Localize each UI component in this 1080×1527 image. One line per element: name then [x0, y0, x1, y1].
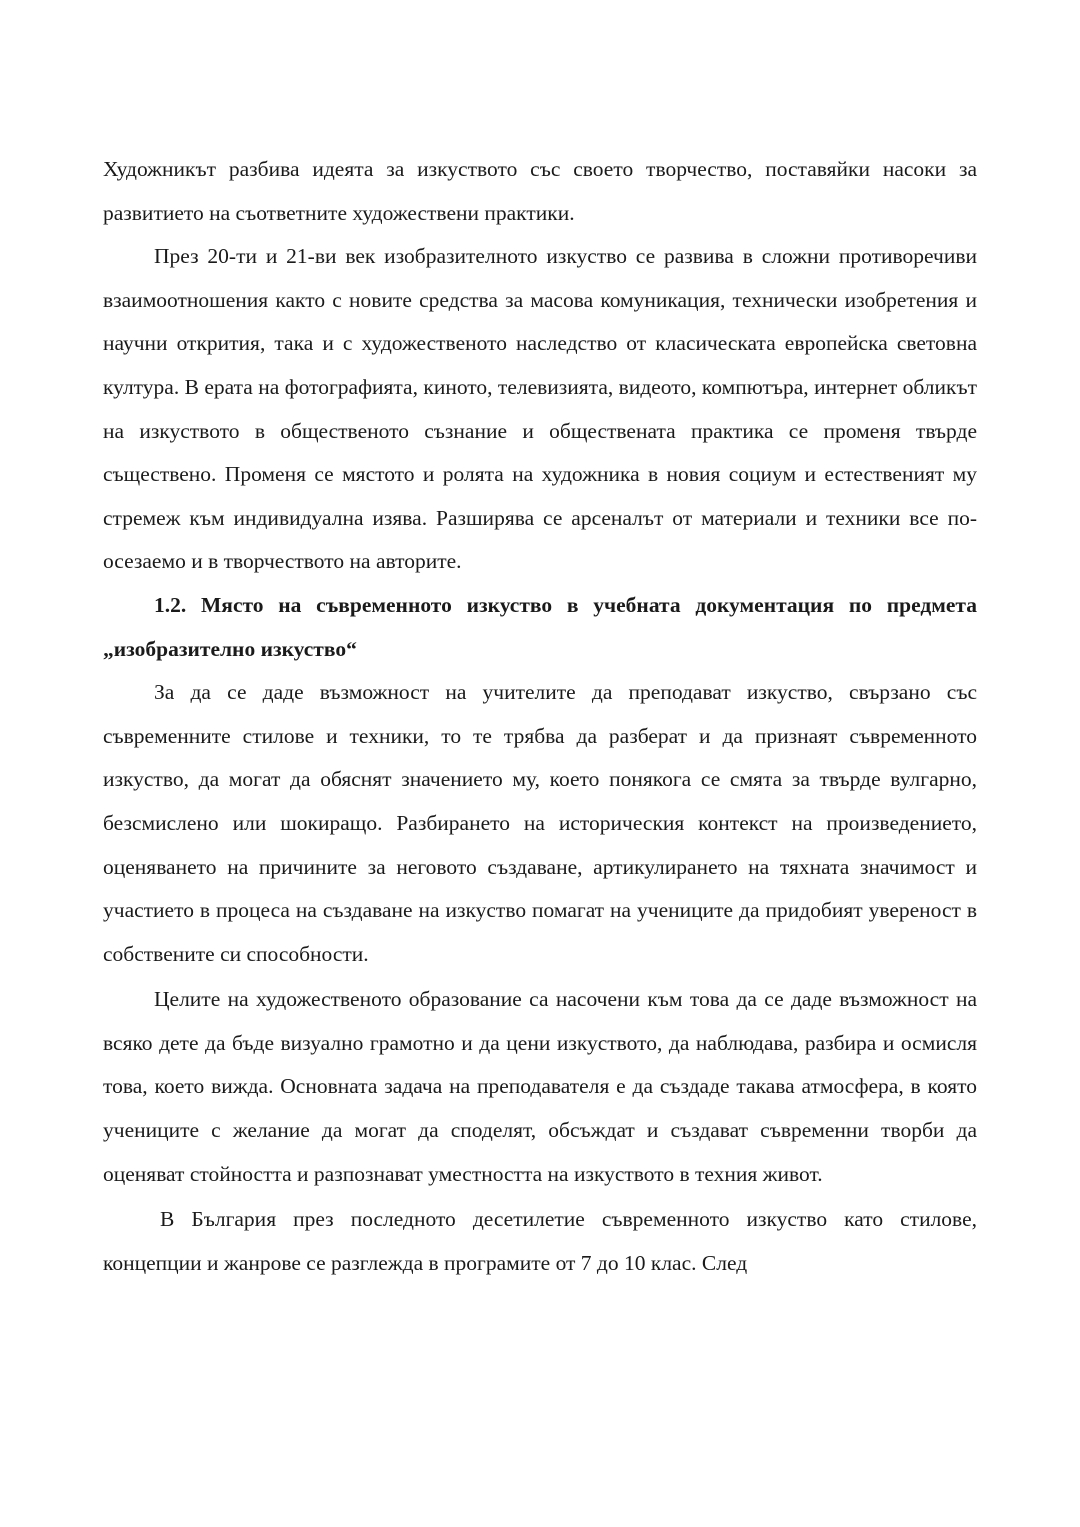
paragraph-art-education-goals: Целите на художественото образование са насочени към това да се даде възможност на всяко дете да бъде визуално грамотно и да цени изкуството, да наблюдава, разбира и осмисля това, което вижда. Основната задача на преподавателя е да създаде такава атмосфера, в която учениците с желание да могат да споделят, обсъждат и създават съвременни творби да оценяват стойността и разпознават уместността на изкуството в техния живот.: [103, 987, 977, 1186]
paragraph-teachers-opportunity: За да се даде възможност на учителите да преподават изкуство, свързано със съвременните стилове и техники, то те трябва да разберат и да признаят съвременното изкуство, да могат да обяснят значението му, което понякога се смята за твърде вулгарно, безсмислено или шокиращо. Разбирането на историческия контекст на произведението, оценяването на причините за неговото създаване, артикулирането на тяхната значимост и участието в процеса на създаване на изкуство помагат на учениците да придобият увереност в собствените си способности.: [103, 680, 977, 966]
document-page: [103, 148, 977, 1285]
paragraph-artist-ideas: Художникът разбива идеята за изкуството със своето творчество, поставяйки насоки за развитието на съответните художествени практики.: [103, 157, 977, 225]
section-heading-1-2: 1.2. Място на съвременното изкуство в учебната документация по предмета „изобразително изкуство“: [103, 592, 977, 661]
paragraph-bulgaria-programs: В България през последното десетилетие съвременното изкуство като стилове, концепции и жанрове се разглежда в програмите от 7 до 10 клас. След: [103, 1207, 977, 1275]
paragraph-20th-21st-century: През 20-ти и 21-ви век изобразителното изкуство се развива в сложни противоречиви взаимоотношения както с новите средства за масова комуникация, технически изобретения и научни открития, така и с художественото наследство от класическата европейска световна култура. В ерата на фотографията, киното, телевизията, видеото, компютъра, интернет обликът на изкуството в общественото съзнание и обществената практика се променя твърде съществено. Променя се мястото и ролята на художника в новия социум и естественият му стремеж към индивидуална изява. Разширява се арсеналът от материали и техники все по-осезаемо и в творчеството на авторите.: [103, 244, 977, 574]
